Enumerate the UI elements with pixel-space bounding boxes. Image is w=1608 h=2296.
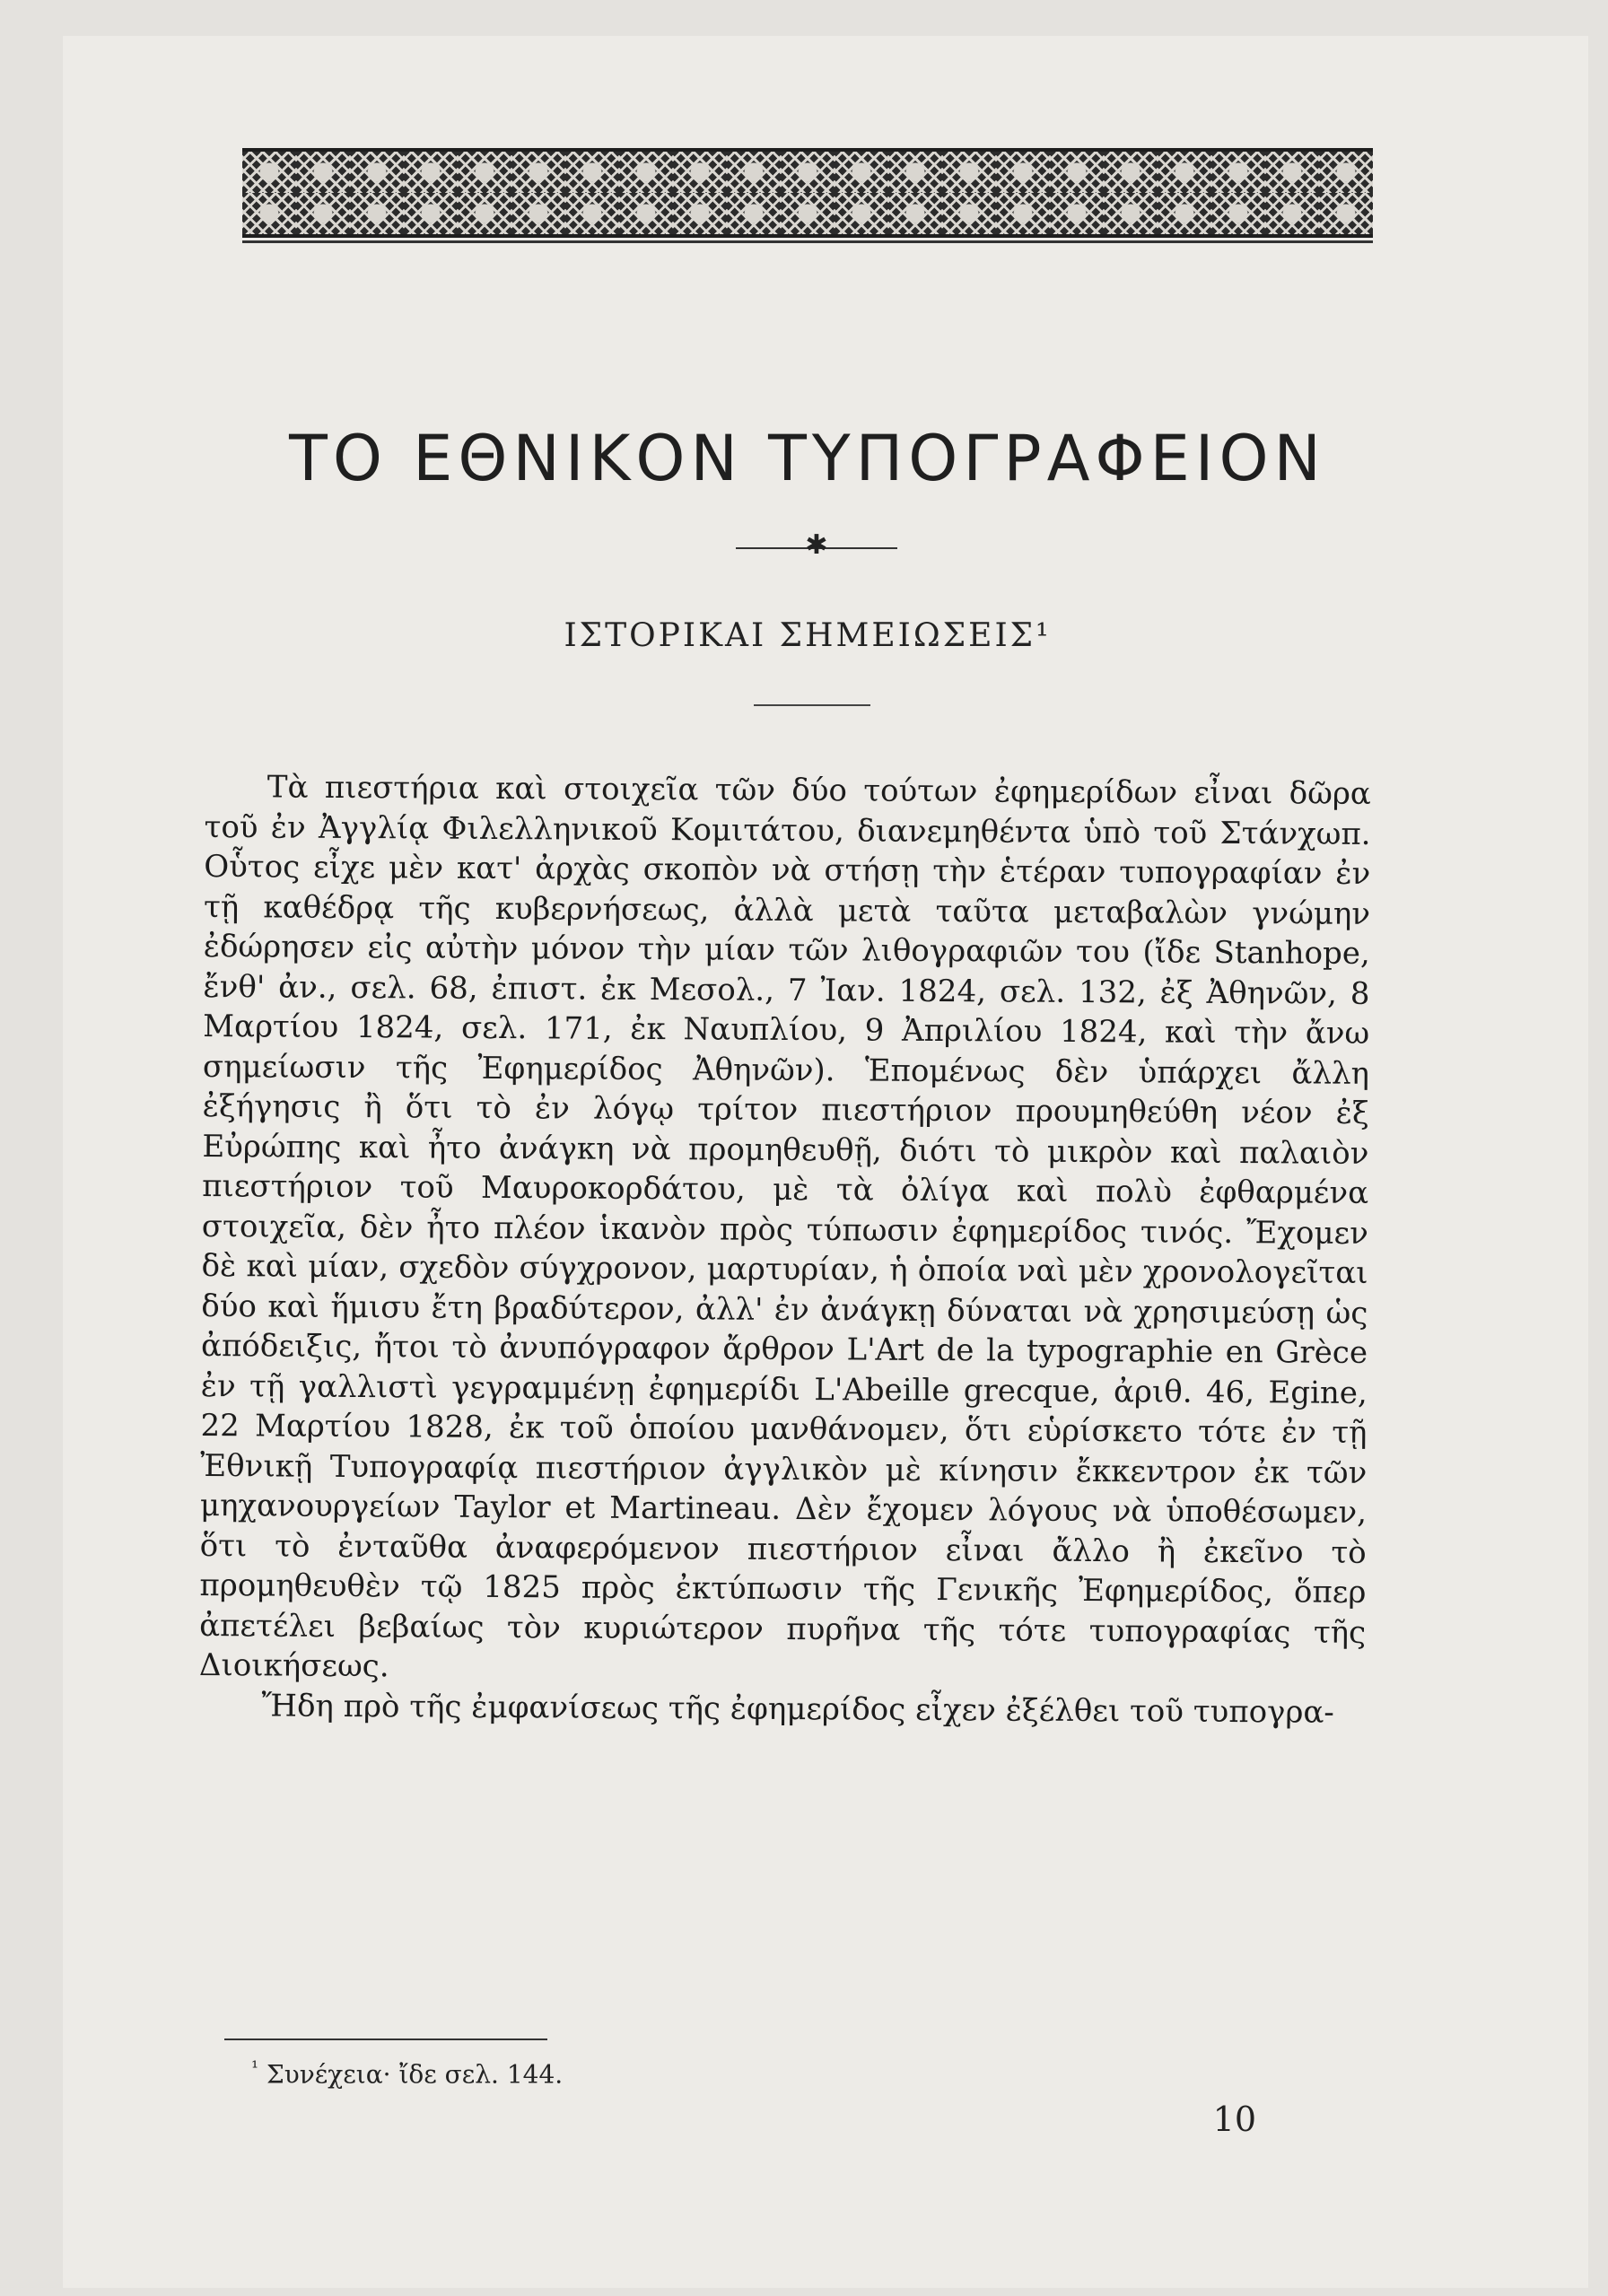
page-title: ΤΟ ΕΘΝΙΚΟΝ ΤΥΠΟΓΡΑΦΕΙΟΝ [289, 422, 1326, 495]
section-subtitle: ΙΣΤΟΡΙΚΑΙ ΣΗΜΕΙΩΣΕΙΣ¹ [564, 617, 1052, 654]
paragraph: Ἤδη πρὸ τῆς ἐμφανίσεως τῆς ἐφημερίδος εἶχεν ἐξέλθει τοῦ τυπογρα- [261, 1687, 1334, 1731]
body-text [198, 767, 1370, 1733]
paragraph: Τὰ πιεστήρια καὶ στοιχεῖα τῶν δύο τούτων ἐφημερίδων εἶναι δῶρα τοῦ ἐν Ἀγγλίᾳ Φιλελληνικοῦ Κομιτάτου, διανεμηθέντα ὑπὸ τοῦ Στάνχωπ. Οὗτος εἶχε μὲν κατ' ἀρχὰς σκοπὸν νὰ στήσῃ τὴν ἑτέραν τυπογραφίαν ἐν τῇ καθέδρᾳ τῆς κυβερνήσεως, ἀλλὰ μετὰ ταῦτα μεταβαλὼν γνώμην ἐδώρησεν εἰς αὐτὴν μόνον τὴν μίαν τῶν λιθογραφιῶν του (ἴδε Stanhope, ἔνθ' ἀν., σελ. 68, ἐπιστ. ἐκ Μεσολ., 7 Ἰαν. 1824, σελ. 132, ἐξ Ἀθηνῶν, 8 Μαρτίου 1824, σελ. 171, ἐκ Ναυπλίου, 9 Ἀπριλίου 1824, καὶ τὴν ἄνω σημείωσιν τῆς Ἐφημερίδος Ἀθηνῶν). Ἑπομένως δὲν ὑπάρχει ἄλλη ἐξήγησις ἢ ὅτι τὸ ἐν λόγῳ τρίτον πιεστήριον προυμηθεύθη νέον ἐξ Εὐρώπης καὶ ἦτο ἀνάγκη νὰ προμηθευθῇ, διότι τὸ μικρὸν καὶ παλαιὸν πιεστήριον τοῦ Μαυροκορδάτου, μὲ τὰ ὀλίγα καὶ πολὺ ἐφθαρμένα στοιχεῖα, δὲν ἦτο πλέον ἱκανὸν πρὸς τύπωσιν ἐφημερίδος τινός. Ἔχομεν δὲ καὶ μίαν, σχεδὸν σύγχρονον, μαρτυρίαν, ἡ ὁποία ναὶ μὲν χρονολογεῖται δύο καὶ ἥμισυ ἔτη βραδύτερον, ἀλλ' ἐν ἀνάγκῃ δύναται νὰ χρησιμεύσῃ ὡς ἀπόδειξις, ἤτοι τὸ ἀνυπόγραφον ἄρθρον L'Art de la typographie en Grèce ἐν τῇ γαλλιστὶ γεγραμμένῃ ἐφημερίδι L'Abeille grecque, ἀριθ. 46, Egine, 22 Μαρτίου 1828, ἐκ τοῦ ὁποίου μανθάνομεν, ὅτι εὑρίσκετο τότε ἐν τῇ Ἐθνικῇ Τυπογραφίᾳ πιεστήριον ἀγγλικὸν μὲ κίνησιν ἔκκεντρον ἐκ τῶν μηχανουργείων Taylor et Martineau. Δὲν ἔχομεν λόγους νὰ ὑποθέσωμεν, ὅτι τὸ ἐνταῦθα ἀναφερόμενον πιεστήριον εἶναι ἄλλο ἢ ἐκεῖνο τὸ προμηθευθὲν τῷ 1825 πρὸς ἐκτύπωσιν τῆς Γενικῆς Ἐφημερίδος, ὅπερ ἀπετέλει βεβαίως τὸν κυριώτερον πυρῆνα τῆς τότε τυπογραφίας τῆς Διοικήσεως. [198, 769, 1371, 1685]
header-rule [242, 240, 1373, 243]
footnote-marker: ¹ [251, 2056, 259, 2078]
page-number: 10 [1212, 2100, 1256, 2139]
subtitle-divider-rule [754, 704, 870, 706]
decorative-ornament-band [242, 148, 1373, 238]
footnote-rule [224, 2038, 547, 2040]
divider-star-icon: ✱ [805, 529, 828, 561]
footnote-text: Συνέχεια· ἴδε σελ. 144. [266, 2059, 564, 2090]
footnote [251, 2056, 563, 2089]
